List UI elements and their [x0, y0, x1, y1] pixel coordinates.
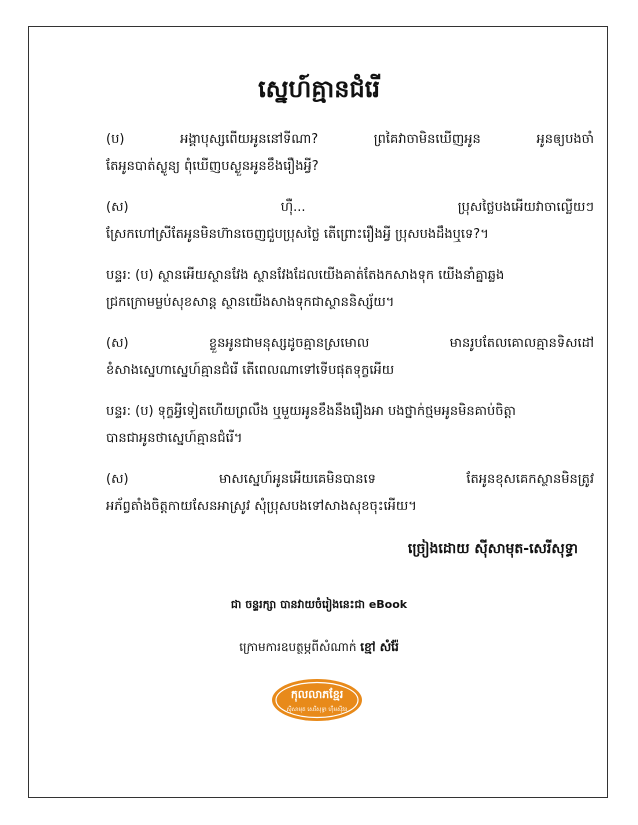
verse-line — [106, 194, 594, 221]
lyric-segment: អង្គាបុស្សពើយអូននៅទីណា? — [180, 132, 319, 147]
logo-text-sub: ស៊ីសាមុត សេរីសុទ្ធា ហ៊ឹមស៊ីវន — [286, 707, 348, 713]
lyric-segment: បានជាអូនថាស្នេហ៍គ្មានជំរើ។ — [106, 431, 243, 446]
verse-line — [106, 398, 594, 425]
lyric-segment: មានរូបតែលគោលគ្មានទិសដៅ — [449, 336, 594, 351]
verse — [106, 330, 594, 384]
verse-line — [106, 262, 594, 289]
logo — [271, 678, 363, 722]
sponsor-name: ខ្មៅ សំរ៉ែ — [360, 640, 399, 654]
lyric-segment: ខំសាងស្នេហាស្នេហ៍គ្មានជំរើ តើពេលណាទៅទើបផុតទុក្ខអើយ — [106, 363, 395, 378]
sponsor-prefix: ក្រោមការឧបត្ថម្ភពីសំណាក់ — [239, 640, 357, 654]
credit-line — [0, 539, 578, 560]
verse-line — [106, 126, 594, 153]
lyric-segment: មាសស្នេហ៍អូនអើយគេមិនបានទេ — [219, 472, 376, 487]
singer-name: ស៊ីសាមុត-សេរីសុទ្ធា — [474, 541, 578, 557]
lyric-segment: (ប) — [106, 132, 125, 147]
lyric-segment: (ស) — [106, 336, 129, 351]
lyric-segment: បន្ទរ: (ប) ស្ថានអើយស្ថានវែង ស្ថានវែងដែលយើងគាត់តែងកសាងទុក យើងនាំគ្នាឆ្លង — [106, 268, 505, 283]
song-title: ស្នេហ៍គ្មានជំរើ — [258, 75, 380, 103]
verse — [106, 262, 594, 316]
lyric-segment: តែអូនបាត់ស្ងូន្យ ពុំឃើញបស្ងួនអូនខឹងរឿងអ្វី? — [106, 159, 319, 174]
sponsor-note — [0, 639, 638, 657]
verse-line — [106, 493, 594, 520]
verse-line — [106, 330, 594, 357]
verse — [106, 194, 594, 248]
verse-line — [106, 289, 594, 316]
lyric-segment: (ស) — [106, 472, 129, 487]
verse — [106, 466, 594, 520]
logo-text-main: កុលលាភខ្មែរ — [290, 688, 344, 701]
verse-line — [106, 153, 594, 180]
lyric-segment: ខ្លួនអូនជាមនុស្សដូចគ្មានស្រមោល — [208, 336, 370, 351]
verse — [106, 398, 594, 452]
lyric-segment: ជ្រកក្រោមម្លប់សុខសាន្ត ស្ថានយើងសាងទុកជាស្ថាននិស្ស័យ។ — [106, 295, 395, 310]
lyric-segment: អភ័ព្វតាំងចិត្តកាយសែនអាស្រូវ សុំប្រុសបងទៅសាងសុខចុះអើយ។ — [106, 499, 417, 514]
lyric-segment: បន្ទរ: (ប) ទុក្ខអ្វីទៀតហើយព្រលឹង ឬមួយអូនខឹងនឹងរឿងអា បងថ្នាក់ថ្មមអូនមិនគាប់ចិត្តា — [106, 404, 516, 419]
credit-prefix: ច្រៀងដោយ — [407, 541, 470, 557]
verse-line — [106, 221, 594, 248]
verse-line — [106, 466, 594, 493]
ebook-note: ជា ចន្ទរក្សា បានវាយចំរៀងនេះជា eBook — [230, 598, 408, 611]
lyric-segment: តែអូនខុសគេកស្ថានមិនត្រូវ — [466, 472, 594, 487]
verse — [106, 126, 594, 180]
verse-line — [106, 357, 594, 384]
lyric-segment: (ស) — [106, 200, 129, 215]
lyric-segment: ហ៊ឺ... — [280, 200, 306, 215]
verse-line — [106, 425, 594, 452]
lyric-segment: ប្រុសថ្លៃបងអើយវាចាលើ្លយៗ — [457, 200, 594, 215]
lyric-segment: ព្រគៃវាចាមិនឃើញអូន — [373, 132, 481, 147]
lyric-segment: អូនឲ្យបងចាំ — [536, 132, 594, 147]
lyric-segment: ស្រែកហៅស្រីតែអូនមិនហ៊ានចេញជួបប្រុសថ្លៃ តើព្រោះរឿងអ្វី ប្រុសបងដឹងឬទេ?។ — [106, 227, 489, 242]
